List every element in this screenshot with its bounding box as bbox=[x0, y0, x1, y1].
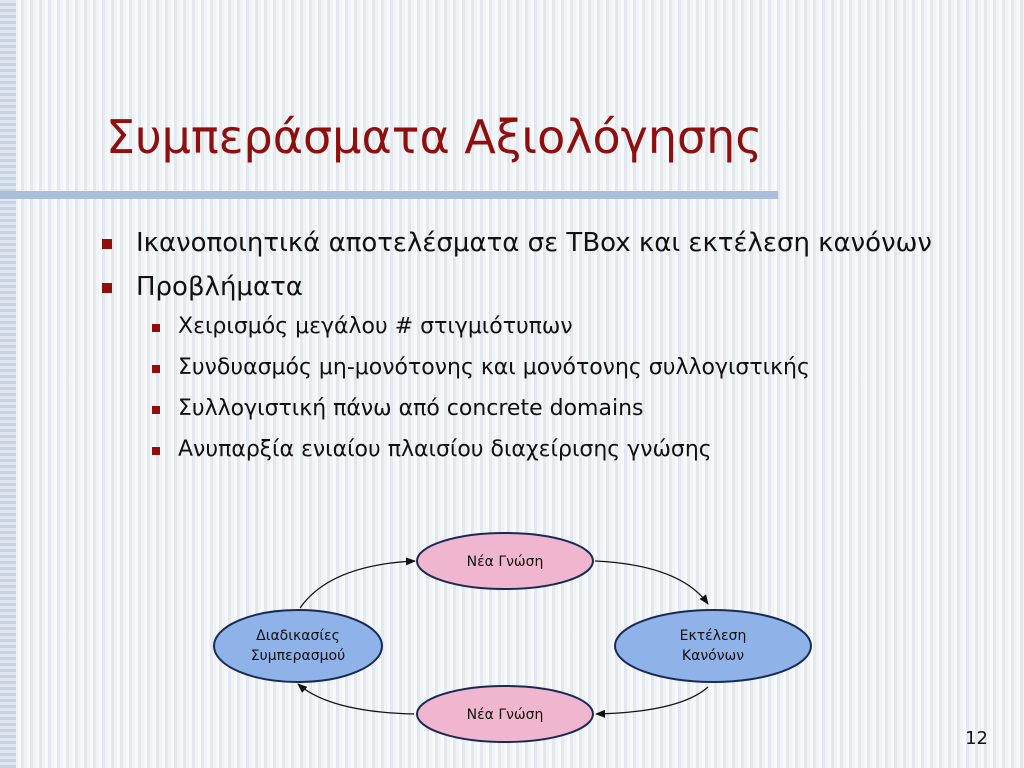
node-label: Νέα Γνώση bbox=[466, 554, 544, 570]
node-top-new-knowledge bbox=[417, 533, 593, 589]
arrow-left-to-top bbox=[300, 561, 415, 608]
node-label-line1: Διαδικασίες bbox=[256, 628, 340, 644]
node-right-rule-execution bbox=[615, 610, 811, 682]
node-label-line2: Συμπερασμού bbox=[250, 648, 346, 664]
node-label-line2: Κανόνων bbox=[681, 648, 745, 664]
node-left-inference-procedures bbox=[214, 610, 382, 682]
bullet-text: Ικανοποιητικά αποτελέσματα σε TBox και εκτέλεση κανόνων bbox=[136, 228, 932, 258]
arrow-top-to-right bbox=[595, 561, 708, 604]
page-number: 12 bbox=[965, 728, 988, 749]
arrow-bottom-to-left bbox=[298, 684, 414, 714]
bullet-text: Προβλήματα bbox=[136, 272, 303, 302]
sub-bullet-text: Ανυπαρξία ενιαίου πλαισίου διαχείρισης γνώσης bbox=[178, 437, 712, 462]
node-bottom-new-knowledge bbox=[417, 686, 593, 742]
node-label-line1: Εκτέλεση bbox=[679, 628, 747, 644]
slide-title: Συμπεράσματα Αξιολόγησης bbox=[106, 110, 763, 164]
sub-bullet-text: Χειρισμός μεγάλου # στιγμιότυπων bbox=[178, 314, 573, 339]
sub-bullet-text: Συλλογιστική πάνω από concrete domains bbox=[178, 396, 644, 421]
node-label: Νέα Γνώση bbox=[466, 707, 544, 723]
sub-bullet-text: Συνδυασμός μη-μονότονης και μονότονης συλλογιστικής bbox=[178, 355, 810, 380]
arrow-right-to-bottom bbox=[596, 687, 708, 714]
